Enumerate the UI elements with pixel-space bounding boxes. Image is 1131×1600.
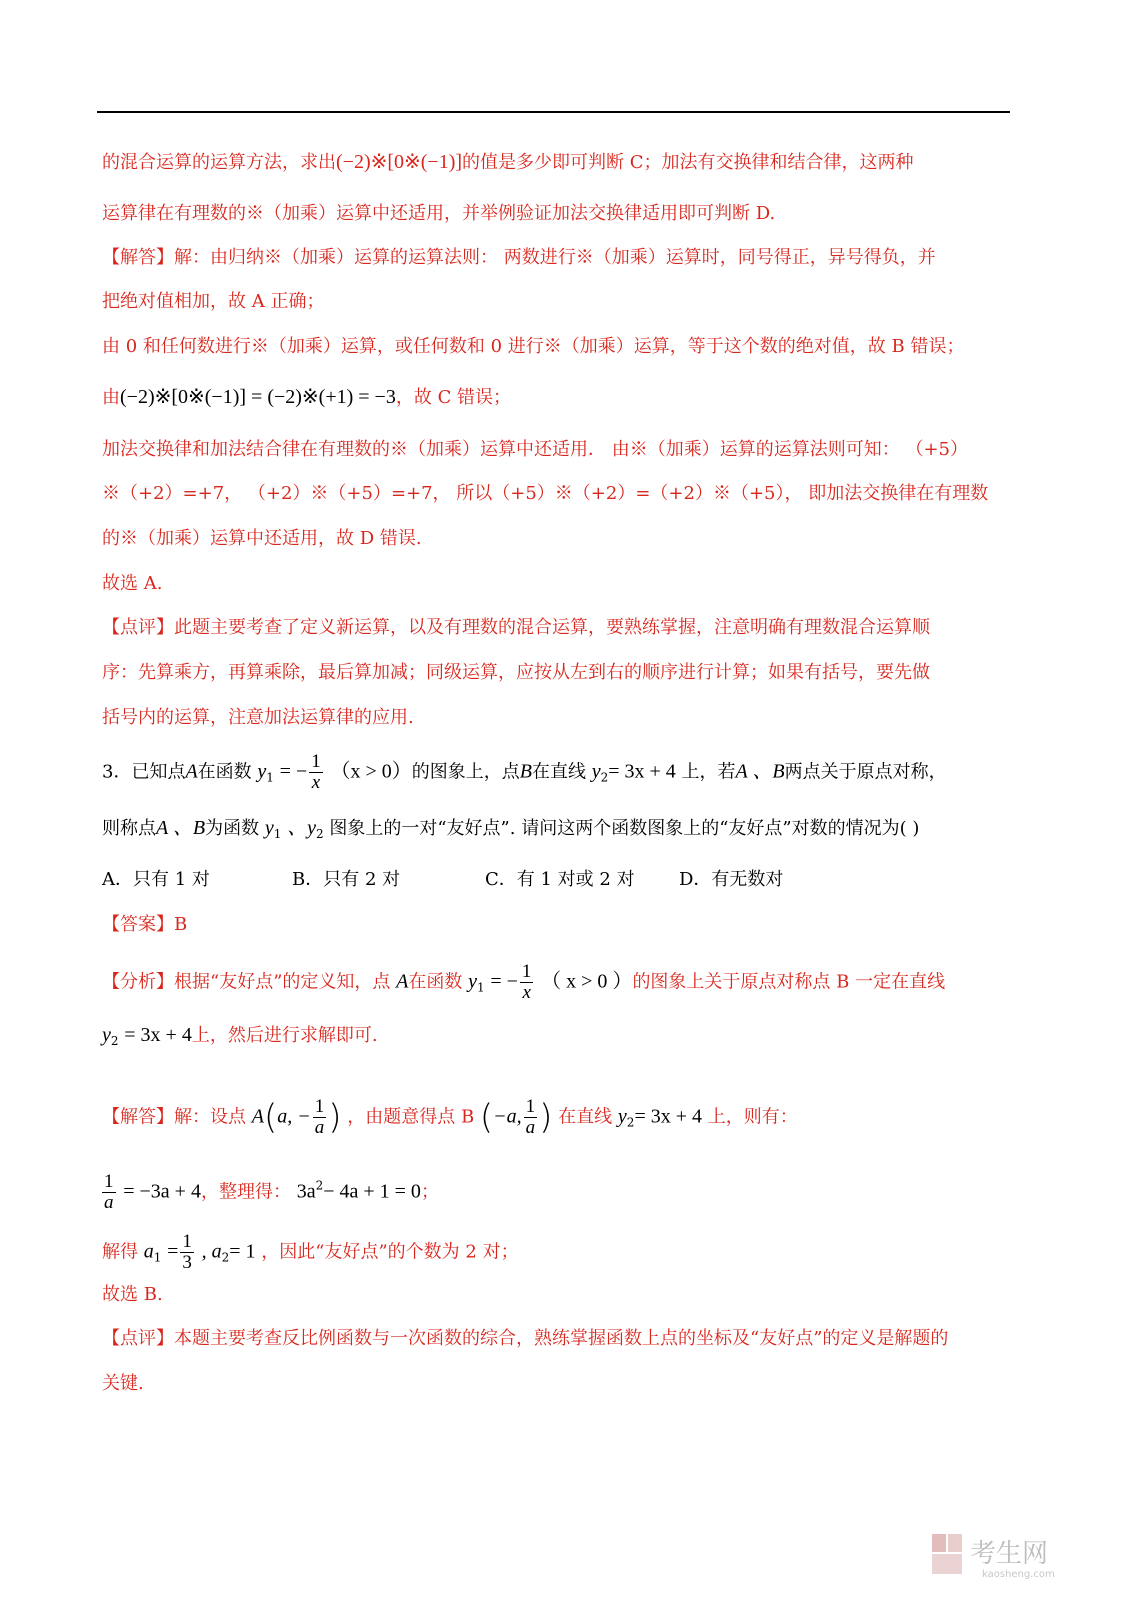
solution-2-line-4: 故选 B. (102, 1284, 163, 1305)
answer-tag: 【答案】 (102, 914, 174, 935)
logo-url: kaosheng.com (982, 1569, 1055, 1580)
solution-1-line-8: 故选 A. (102, 573, 163, 594)
question-3-line-2: 则称点A 、B为函数 $y_1$ 、$y_2$ 图象上的一对“友好点”. 请问这两个函数图象上的“友好点”对数的情况为( ) (102, 817, 920, 841)
analysis-line-2: $y_2 = 3x + 4$上，然后进行求解即可. (102, 1024, 378, 1048)
option-b: B．只有 2 对 (292, 869, 401, 890)
answer-value: B (174, 914, 188, 935)
option-d: D．有无数对 (679, 869, 784, 890)
solution-2-line-1: 【解答】解：设点 A(a, − $\frac{1}{a}$ ) ，由题意得点 B (−a, $\frac{1}{a}$ ) 在直线 $y_2= 3x + 4$ 上，则有： (102, 1096, 798, 1138)
solution-1-line-6: ※（+2）=+7， （+2）※（+5）=+7， 所以（+5）※（+2）=（+2）※（+5）， 即加法交换律在有理数 (102, 483, 989, 504)
logo-name: 考生网 (970, 1539, 1049, 1569)
solution-1-line-2: 把绝对值相加，故 A 正确； (102, 291, 325, 312)
kaosheng-logo (930, 1530, 1090, 1580)
answer-line (102, 913, 1012, 937)
solution-1-line-4: 由(−2)※[0※(−1)] = (−2)※(+1) = −3，故 C 错误； (102, 386, 512, 408)
solution-2-line-2: $\frac{1}{a}$ = −3a + 4，整理得： $3a^2- 4a + 1 = 0$； (104, 1171, 439, 1213)
analysis-line-1: 【分析】根据“友好点”的定义知，点 A在函数 $y_1$ = − $\frac{1}{x}$ （ x > 0 ）的图象上关于原点对称点 B 一定在直线 (102, 961, 946, 1003)
analysis-continued-line-2: 运算律在有理数的※（加乘）运算中还适用，并举例验证加法交换律适用即可判断 D. (102, 203, 776, 224)
comment-2-tag: 【点评】 (102, 1328, 174, 1349)
comment-2-line-1: 【点评】本题主要考查反比例函数与一次函数的综合，熟练掌握函数上点的坐标及“友好点”的定义是解题的 (102, 1328, 949, 1349)
solution-2-tag: 【解答】 (102, 1106, 174, 1128)
solution-1-line-3: 由 0 和任何数进行※（加乘）运算，或任何数和 0 进行※（加乘）运算，等于这个数的绝对值，故 B 错误； (102, 336, 965, 357)
logo-mark-icon (930, 1530, 1090, 1580)
analysis-continued-line-1: 的混合运算的运算方法，求出(−2)※[0※(−1)]的值是多少即可判断 C；加法有交换律和结合律，这两种 (102, 151, 914, 173)
comment-1-line-1: 【点评】此题主要考查了定义新运算，以及有理数的混合运算，要熟练掌握，注意明确有理数混合运算顺 (102, 617, 930, 638)
comment-tag: 【点评】 (102, 617, 174, 638)
comment-2-line-2: 关键. (102, 1373, 144, 1394)
question-3-line-1: 3．已知点A在函数 $y_1$ = − $\frac{1}{x}$ （x > 0）的图象上，点B在直线 $y_2= 3x + 4$ 上，若A 、B两点关于原点对称， (102, 751, 947, 793)
solution-1-line-7: 的※（加乘）运算中还适用，故 D 错误. (102, 528, 422, 549)
option-a: A．只有 1 对 (102, 869, 210, 890)
solution-1-line-1: 【解答】解：由归纳※（加乘）运算的运算法则： 两数进行※（加乘）运算时，同号得正，异号得负，并 (102, 247, 936, 268)
comment-1-line-3: 括号内的运算，注意加法运算律的应用. (102, 707, 414, 728)
comment-1-line-2: 序：先算乘方，再算乘除，最后算加减；同级运算，应按从左到右的顺序进行计算；如果有括号，要先做 (102, 662, 930, 683)
analysis-tag: 【分析】 (102, 971, 174, 993)
header-rule (97, 111, 1010, 113)
solution-tag: 【解答】 (102, 247, 174, 268)
option-c: C．有 1 对或 2 对 (485, 869, 635, 890)
solution-1-line-5: 加法交换律和加法结合律在有理数的※（加乘）运算中还适用． 由※（加乘）运算的运算法则可知： （+5） (102, 439, 968, 460)
solution-2-line-3: 解得 $a_1$ = $\frac{1}{3}$ , $a_2= 1$ ，因此“友好点”的个数为 2 对； (102, 1231, 519, 1273)
